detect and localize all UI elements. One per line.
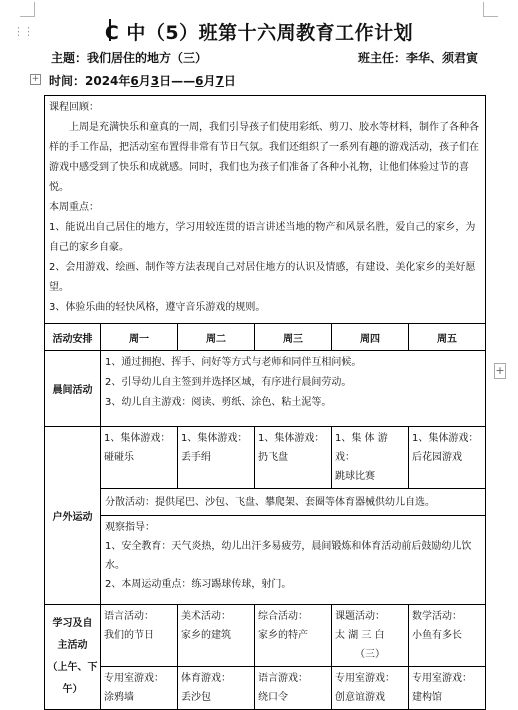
month-unit: 月 <box>138 74 151 88</box>
study-label-line: （上午、下午） <box>47 662 98 695</box>
day-unit: 日 <box>223 74 236 88</box>
activity-type: 1、集体游戏： <box>412 433 479 444</box>
day-unit-dash: 日—— <box>159 74 196 88</box>
time-month-start: 6 <box>130 74 139 88</box>
morning-label: 晨间活动 <box>45 351 101 427</box>
morning-item: 2、引导幼儿自主签到并选择区域，有序进行晨间劳动。 <box>105 377 352 388</box>
focus-point: 3、体验乐曲的轻快风格，遵守音乐游戏的规则。 <box>49 302 266 313</box>
activity-type: 专用室游戏： <box>412 673 472 684</box>
study-wednesday <box>255 605 332 667</box>
time-day-end: 7 <box>215 74 224 88</box>
activity-name: 跳球比赛 <box>335 471 375 482</box>
add-column-icon[interactable]: + <box>495 364 505 377</box>
free-activity: 分散活动：提供尾巴、沙包、飞盘、攀爬架、套圈等体育器械供幼儿自选。 <box>101 489 486 516</box>
study-label-line: 学习及自 <box>52 618 93 629</box>
activity-type: 1、集体游戏： <box>258 433 325 444</box>
outdoor-tuesday <box>178 427 255 489</box>
focus-point: 2、会用游戏、绘画、制作等方法表现自己对居住地方的认识及情感，有建设、美化家乡的美好愿望。 <box>49 262 476 293</box>
activity-name: 太 湖 三 白 <box>335 630 385 641</box>
outdoor-label: 户外运动 <box>45 427 101 605</box>
activity-name: 后花园游戏 <box>412 452 462 463</box>
activity-name: 我们的节日 <box>104 630 154 641</box>
time-day-start: 3 <box>150 74 160 88</box>
activity-type: 数学活动： <box>412 611 462 622</box>
activity-name: 小鱼有多长 <box>412 630 462 641</box>
activity-type: 语言活动： <box>104 611 154 622</box>
activity-type: 1、集 体 游 戏： <box>335 433 388 463</box>
study-friday <box>409 605 486 667</box>
schedule-header-row <box>45 324 486 351</box>
activity-name: 碰碰乐 <box>104 452 134 463</box>
observation-item: 2、本周运动重点：练习踢球传球，射门。 <box>105 579 292 590</box>
theme-line <box>51 49 478 66</box>
outdoor-friday <box>409 427 486 489</box>
header-wednesday: 周三 <box>255 324 332 351</box>
course-review-cell <box>45 96 486 324</box>
page-corner-mark-right <box>483 2 498 17</box>
activity-name: 扔飞盘 <box>258 452 288 463</box>
time-month-end: 6 <box>195 74 204 88</box>
activity-name: 家乡的特产 <box>258 630 308 641</box>
page-corner-mark-left <box>20 2 35 17</box>
activity-type: 语言游戏： <box>258 673 308 684</box>
activity-name: 丢沙包 <box>181 692 211 703</box>
morning-content <box>101 351 486 427</box>
month-unit: 月 <box>203 74 216 88</box>
outdoor-monday <box>101 427 178 489</box>
observation-guide <box>101 516 486 605</box>
study-tuesday <box>178 605 255 667</box>
activity-name: 建构馆 <box>412 692 442 703</box>
table-move-icon[interactable]: + <box>31 74 40 84</box>
activity-name: 涂鸦墙 <box>104 692 134 703</box>
plan-table <box>44 95 486 710</box>
review-text: 上周是充满快乐和童真的一周，我们引导孩子们使用彩纸、剪刀、胶水等材料，制作了各种各样的手工作品，把活动室布置得非常有节日气氛。我们还组织了一系列有趣的游戏活动，孩子们在游戏中感受到了快乐和成就感。同时，我们也为孩子们准备了各种小礼物，让他们体验过节的喜悦。 <box>49 122 479 193</box>
outdoor-thursday <box>332 427 409 489</box>
observation-heading: 观察指导： <box>105 522 155 533</box>
study-label <box>45 605 101 710</box>
activity-type: 1、集体游戏： <box>104 433 171 444</box>
morning-item: 3、幼儿自主游戏：阅读、剪纸、涂色、粘土泥等。 <box>105 397 332 408</box>
observation-item: 1、安全教育：天气炎热，幼儿出汗多易疲劳，晨间锻炼和体育活动前后鼓励幼儿饮水。 <box>105 541 472 571</box>
header-activity: 活动安排 <box>45 324 101 351</box>
activity-name: 家乡的建筑 <box>181 630 231 641</box>
teacher-label: 班主任：李华、须君寅 <box>357 51 478 65</box>
activity-name-part: （三） <box>355 649 385 660</box>
activity-name: 绕口令 <box>258 692 288 703</box>
time-label: 时间：2024年 <box>49 74 131 88</box>
review-heading: 课程回顾： <box>49 102 99 113</box>
room-tuesday <box>178 667 255 710</box>
activity-name: 丢手绢 <box>181 452 211 463</box>
header-tuesday: 周二 <box>178 324 255 351</box>
activity-type: 课题活动： <box>335 611 385 622</box>
activity-type: 综合活动： <box>258 611 308 622</box>
time-line <box>49 72 236 89</box>
focus-heading: 本周重点： <box>49 202 99 213</box>
room-wednesday <box>255 667 332 710</box>
header-thursday: 周四 <box>332 324 409 351</box>
activity-type: 专用室游戏： <box>335 673 395 684</box>
theme-label: 主题：我们居住的地方（三） <box>51 51 208 65</box>
activity-type: 1、集体游戏： <box>181 433 248 444</box>
header-friday: 周五 <box>409 324 486 351</box>
room-friday <box>409 667 486 710</box>
page-title: C 中（5）班第十六周教育工作计划 <box>104 22 414 44</box>
morning-item: 1、通过拥抱、挥手、问好等方式与老师和同伴互相问候。 <box>105 357 362 368</box>
activity-type: 美术活动： <box>181 611 231 622</box>
drag-handle-icon[interactable]: ⋮⋮ <box>13 25 33 38</box>
outdoor-wednesday <box>255 427 332 489</box>
room-monday <box>101 667 178 710</box>
study-label-line: 主活动 <box>57 640 88 651</box>
room-thursday <box>332 667 409 710</box>
header-monday: 周一 <box>101 324 178 351</box>
activity-name: 创意谊游戏 <box>335 692 385 703</box>
study-monday <box>101 605 178 667</box>
focus-point: 1、能说出自己居住的地方，学习用较连贯的语言讲述当地的物产和风景名胜，爱自己的家乡，为自己的家乡自豪。 <box>49 222 476 253</box>
activity-type: 专用室游戏： <box>104 673 164 684</box>
activity-type: 体育游戏： <box>181 673 231 684</box>
study-thursday <box>332 605 409 667</box>
